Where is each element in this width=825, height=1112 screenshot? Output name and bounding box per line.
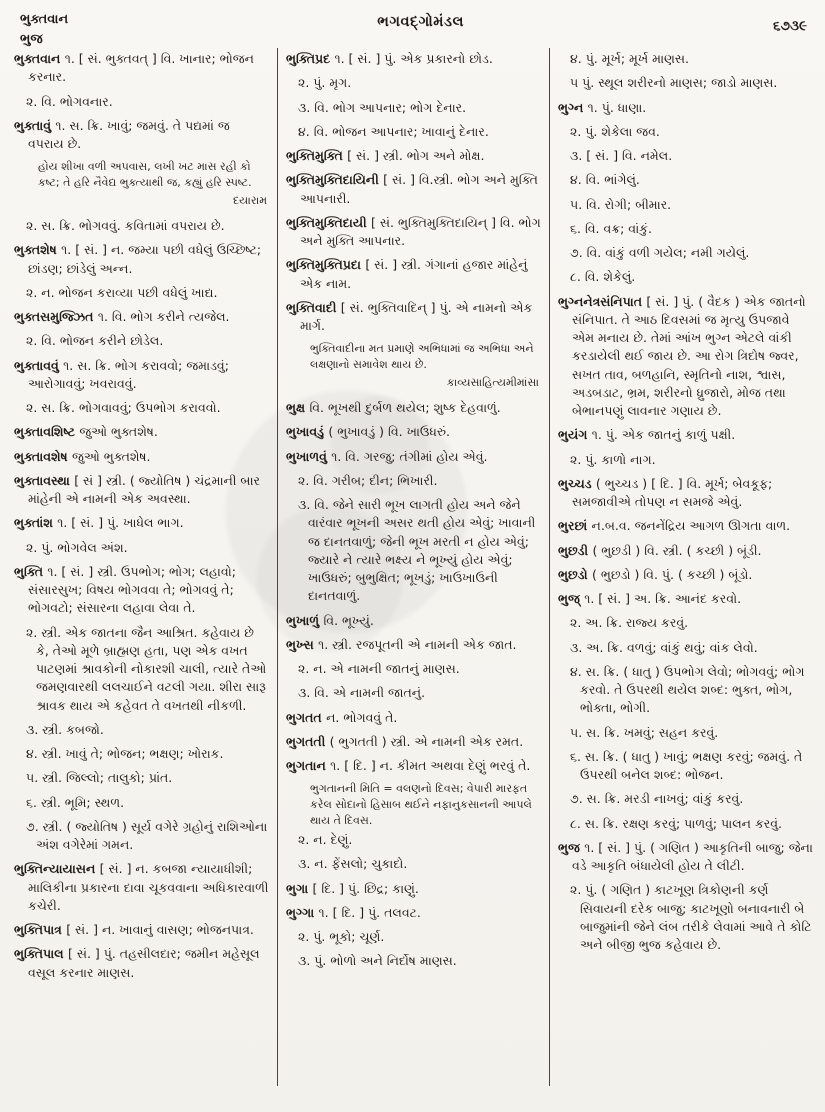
- entry-sense: ૬. સ્ત્રી. ભૂમિ; સ્થળ.: [26, 794, 125, 810]
- headword: ભુચ્ચડ: [558, 475, 596, 491]
- dictionary-entry: ભુખાવડું ( ભુખાવડું ) વિ. ખાઉધરું.: [286, 424, 450, 440]
- entry-attribution: કાવ્યસાહિત્યમીમાંસા: [446, 376, 539, 390]
- entry-sense: ૨. સ. ક્રિ. ભોગવવું. કવિતામાં વપરાય છે.: [26, 218, 225, 234]
- dictionary-entry: ભુરછાં ન.બ.વ. જનનેંદ્રિય આગળ ઊગતા વાળ.: [558, 518, 791, 534]
- dictionary-entry: ભુક્તિ ૧. [ સં. ] સ્ત્રી. ઉપભોગ; ભોગ; લહાવો; સંસારસુખ; વિષય ભોગવવા તે; ભોગવવું તે; ભોગવટો; સંસારના લહાવા લેવા તે.: [14, 563, 236, 616]
- dictionary-entry: ભુગ્ન ૧. પું. ધાણા.: [558, 99, 647, 115]
- headword: ભુક્તિપાત્ર: [14, 922, 67, 938]
- dictionary-entry: ભુક્તસમુજ્ઝિત ૧. વિ. ભોગ કરીને ત્યજેલ.: [14, 309, 230, 325]
- headword: ભુગ્ન: [558, 99, 588, 115]
- dictionary-entry: ભુક્તાવશેષ જુઓ ભુક્તશેષ.: [14, 448, 151, 464]
- headword: ભુક્તિમુક્તિ: [286, 148, 348, 163]
- dictionary-entry: ભુક્તિપ્રદ ૧. [ સં. ] પું. એક પ્રકારનો છોડ.: [286, 51, 493, 66]
- dictionary-entry: ભુખાળવું ૧. વિ. ગરજુ; તંગીમાં હોય એવું.: [286, 448, 488, 464]
- dictionary-entry: ભુક્તાવું ૧. સ. ક્રિ. ખાવું; જમવું. તે પદ્યમાં જ વપરાય છે.: [14, 117, 230, 151]
- headword: ભુગતાન: [286, 758, 331, 774]
- headword: ભુક્તસમુજ્ઝિત: [14, 309, 98, 325]
- headword: ભુક્તિમુક્તિદાયી: [286, 214, 372, 230]
- headword: ભુગ્નનેત્રસંનિપાત: [558, 293, 647, 309]
- entry-sense: ૬. સ. ક્રિ. ( ધાતુ ) ખાવું; ભક્ષણ કરવું; જમવું. તે ઉપરથી બનેલ શબ્દ: ભોજન.: [570, 748, 803, 782]
- entry-sense: ૩. સ્ત્રી. કબજો.: [26, 721, 104, 737]
- entry-attribution: દયારામ: [232, 194, 267, 208]
- dictionary-entry: ભુજ્ ૧. [ સં. ] અ. ક્રિ. આનંદ કરવો.: [558, 591, 742, 606]
- headword: ભુક્તિવાદી: [286, 299, 341, 315]
- dictionary-entry: ભુક્તશેષ ૧. [ સં. ] ન. જમ્યા પછી વધેલું ઉચ્છિષ્ટ; છાંડણ; છાંડેલું અન્ન.: [14, 242, 262, 276]
- entry-sense: ૮. સ. ક્રિ. રક્ષણ કરવું; પાળવું; પાલન કરવું.: [570, 815, 783, 831]
- headword: ભુક્તાવવું: [14, 357, 64, 373]
- headword: ભુજ: [558, 839, 585, 855]
- dictionary-entry: ભુક્તિમુક્તિ [ સં. ] સ્ત્રી. ભોગ અને મોક્ષ.: [286, 148, 485, 163]
- entry-sense: ૩. વિ. જેને સારી ભૂખ લાગતી હોય અને જેને વારંવાર ભૂખની અસર થતી હોય એવું; ખાવાની જ દાનતવાળું; જેની ભૂખ મરતી ન હોય એવું; જ્યારે ને ત્યારે ભક્ષ્ય ને ભૂખ્યું હોય એવું; ખાઉધરું; બુભુક્ષિત; ભૂખડું; ખાઉખાઉની દાનતવાળું.: [298, 497, 536, 604]
- dictionary-entry: ભુક્તિમુક્તિદાયિની [ સં. ] વિ.સ્ત્રી. ભોગ અને મુક્તિ આપનારી.: [286, 172, 538, 206]
- dictionary-entry: ભુક્તિન્યાયાસન [ સં. ] ન. કબજા ન્યાયાધીશી; માલિકીના પ્રકારના દાવા ચૂકવવાના અધિકારવાળી કચેરી.: [14, 861, 269, 913]
- entry-sense: ૨. સ્ત્રી. એક જાતના જૈન આશ્રિત. કહેવાય છે કે, તેઓ મૂળે બ્રાહ્મણ હતા, પણ એક વખત પાટણમાં શ્રાવકોની નોકારશી ચાલી, ત્યારે તેઓ જમણવારથી લલચાઈને વટલી ગયા. શીરા સારૂ શ્રાવક થાય એ કહેવત તે વખતથી નીકળી.: [26, 624, 267, 713]
- dictionary-entry: ભુક્તવાન ૧. [ સં. ભુક્તવત્ ] વિ. ખાનાર; ભોજન કરનાર.: [14, 51, 254, 85]
- dictionary-entry: ભુક્ષ વિ. ભૂખથી દુર્બળ થયેલ; શુષ્ક દેહવાળું.: [286, 400, 501, 416]
- dictionary-entry: ભુખાળું વિ. ભૂખ્યું.: [286, 612, 374, 628]
- entry-quote: ભુક્તિવાદીના મત પ્રમાણે અભિધામાં જ અભિધા અને લક્ષણાનો સમાવેશ થાય છે.: [310, 342, 534, 372]
- entry-sense: ૨. ન. ભોજન કરાવ્યા પછી વધેલું ખાદ્ય.: [26, 284, 218, 300]
- entry-quote: હોય શીખા વળી અપવાસ, લખી ખટ માસ રહી કો કષ્ટ; તે હરિ નૈવેદ્ય ભુક્ત્યાથી જ, કહ્યું હરિ સ્પષ્ટ.: [38, 160, 252, 190]
- entry-sense: ૫. સ. ક્રિ. ખમવું; સહન કરવું.: [570, 724, 719, 740]
- entry-sense: ૩. વિ. એ નામની જાતનું.: [298, 685, 426, 701]
- dictionary-entry: ભુગતાન ૧. [ દિ. ] ન. કીમત અથવા દેણું ભરવું તે.: [286, 758, 531, 774]
- page-header: [0, 0, 825, 47]
- entry-sense: ૩. અ. ક્રિ. વળવું; વાંકું થવું; વાંક લેવો.: [570, 639, 758, 655]
- dictionary-entry: ભુગ્ગા ૧. [ દિ. ] પું. તલવટ.: [286, 904, 421, 920]
- headword: ભુક્તવાન: [14, 51, 65, 66]
- dictionary-entry: ભુક્તાવશિષ્ટ જુઓ ભુક્તશેષ.: [14, 424, 158, 440]
- entry-sense: ૨. વિ. ભોજન કરીને છોડેલ.: [26, 333, 164, 349]
- entry-sense: ૫. વિ. રોગી; બીમાર.: [570, 196, 672, 212]
- dictionary-entry: ભુછડી ( ભુછડી ) વિ. સ્ત્રી. ( કચ્છી ) બૂંડી.: [558, 542, 762, 558]
- entry-sense: ૭. સ. ક્રિ. મરડી નાખવું; વાંકું કરવું.: [570, 791, 744, 807]
- headword: ભુક્તિન્યાયાસન: [14, 861, 100, 877]
- headword: ભુખાળું: [286, 612, 324, 628]
- dictionary-entry: ભુક્તાવવું ૧. સ. ક્રિ. ભોગ કરાવવો; જમાડવું; આરોગાવવું; ખવરાવવું.: [14, 357, 229, 391]
- headword: ભુગા: [286, 880, 313, 896]
- dictionary-entry: ભુક્તિપાત્ર [ સં. ] ન. ખાવાનું વાસણ; ભોજનપાત્ર.: [14, 922, 254, 938]
- entry-sense: ૫ પું. સ્થૂલ શરીરનો માણસ; જાડો માણસ.: [570, 75, 778, 91]
- entry-sense: ૫. સ્ત્રી. જિલ્લો; તાલુકો; પ્રાંત.: [26, 770, 173, 786]
- book-title: ભગવદ્ગોમંડલ: [377, 14, 464, 30]
- column-left: [6, 48, 277, 1086]
- entry-sense: ૨. પું. કાળો નાગ.: [570, 451, 656, 467]
- catchword-top: ભુક્તવાન: [20, 12, 69, 27]
- entry-sense: ૨. પું. ભોગવેલ અંશ.: [26, 539, 128, 555]
- headword: ભુક્તાંશ: [14, 515, 58, 531]
- headword: ભુખાવડું: [286, 424, 329, 440]
- entry-sense: ૨. ન. દેણું.: [298, 832, 353, 848]
- headword: ભુરછાં: [558, 518, 592, 534]
- headword: ભુક્તિ: [14, 563, 48, 579]
- entry-sense: ૪. સ્ત્રી. ખાવું તે; ભોજન; ભક્ષણ; ખોરાક.: [26, 746, 224, 762]
- column-middle: [277, 48, 549, 1086]
- entry-sense: ૨. પું. શેકેલા જવ.: [570, 123, 660, 139]
- headword: ભુક્તાવશેષ: [14, 448, 72, 464]
- entry-sense: ૨. પું. મૃગ.: [298, 75, 352, 91]
- headword: ભુજ્: [558, 591, 585, 606]
- dictionary-entry: ભુગતતી ( ભુગતતી ) સ્ત્રી. એ નામની એક રમત.: [286, 733, 524, 749]
- entry-sense: ૩. [ સં. ] વિ. નમેલ.: [570, 148, 673, 163]
- entry-sense: ૪. વિ. ભોજન આપનાર; ખાવાનું દેનાર.: [298, 123, 489, 139]
- text-columns: [0, 44, 825, 1096]
- dictionary-entry: ભુક્તિમુક્તિદાયી [ સં. ભુક્તિમુક્તિદાયિન્ ] વિ. ભોગ અને મુક્તિ આપનાર.: [286, 214, 541, 248]
- dictionary-entry: ભુગ્નનેત્રસંનિપાત [ સં. ] પું. ( વૈદક ) એક જાતનો સંનિપાત. તે આઠ દિવસમાં જ મૃત્યુ ઉપજાવે એમ મનાય છે. તેમાં આંખ ભુગ્ન એટલે વાંકી કરડાયેલી થઈ જાય છે. આ રોગ ત્રિદોષ જ્વર, સખત તાવ, બળહાનિ, સ્મૃતિનો નાશ, શ્વાસ, અડબડાટ, ભ્રમ, શરીરનો ધ્રુજારો, મોજ તથા બેભાનપણું લાવનાર ગણાય છે.: [558, 293, 806, 418]
- headword: ભુક્તાવું: [14, 117, 56, 133]
- column-right: [549, 48, 821, 1086]
- dictionary-entry: ભુચ્ચડ ( ભુચ્ચડ ) [ દિ. ] વિ. મૂર્ખ; બેવકૂફ; સમજાવીએ તોપણ ન સમજે એવું.: [558, 475, 773, 509]
- entry-sense: ૨. પું. ભૂકો; ચૂર્ણ.: [298, 929, 385, 945]
- entry-sense: ૮. વિ. શેકેલું.: [570, 269, 636, 285]
- entry-sense: ૩. ન. ફેંસલો; ચુકાદો.: [298, 856, 408, 872]
- dictionary-entry: ભુયંગ ૧. પું. એક જાતનું કાળું પક્ષી.: [558, 427, 736, 443]
- dictionary-entry: ભુક્તિમુક્તિપ્રદા [ સં. ] સ્ત્રી. ગંગાનાં હજાર માંહેનું એક નામ.: [286, 257, 528, 291]
- entry-quote: ભુગતાનની મિતિ = વલણનો દિવસ; વેપારી મારફત કરેલ સોદાનો હિસાબ થઈને નફાનુકસાનની આપલે થાય તે દિવસ.: [310, 782, 532, 828]
- entry-sense: ૨. ન. એ નામની જાતનું માણસ.: [298, 661, 460, 677]
- entry-sense: ૩. પું. ભોળો અને નિર્દોષ માણસ.: [298, 953, 457, 969]
- headword: ભુક્તાવશિષ્ટ: [14, 424, 80, 440]
- entry-sense: ૭. વિ. વાંકું વળી ગયેલ; નમી ગયેલું.: [570, 245, 750, 260]
- headword: ભુખ્સ: [286, 636, 319, 652]
- entry-sense: ૪. સ. ક્રિ. ( ધાતુ ) ઉપભોગ લેવો; ભોગવવું; ભોગ કરવો. તે ઉપરથી થયેલ શબ્દ: ભુક્ત, ભોગ, ભોક્તા, ભોગી.: [570, 663, 805, 716]
- entry-sense: ૩. વિ. ભોગ આપનાર; ભોગ દેનાર.: [298, 99, 467, 115]
- dictionary-entry: ભુક્તિપાલ [ સં. ] પું. તહસીલદાર; જમીન મહેસૂલ વસૂલ કરનાર માણસ.: [14, 946, 260, 980]
- entry-sense: ૬. વિ. વક્ર; વાંકું.: [570, 220, 652, 236]
- headword: ભુગતતી: [286, 733, 330, 749]
- headword: ભુખાળવું: [286, 448, 332, 464]
- entry-sense: ૨. વિ. ભોગવનાર.: [26, 93, 113, 109]
- dictionary-entry: ભુક્તાંશ ૧. [ સં. ] પું. ખાધેલ ભાગ.: [14, 515, 184, 531]
- entry-sense: ૨. અ. ક્રિ. રાજ્ય કરવું.: [570, 615, 689, 631]
- headword: ભુછડી: [558, 542, 593, 558]
- dictionary-entry: ભુછડો ( ભુછડો ) વિ. પું. ( કચ્છી ) બૂંડો.: [558, 566, 753, 582]
- entry-sense: ૨. સ. ક્રિ. ભોગવાવવું; ઉપભોગ કરાવવો.: [26, 400, 221, 416]
- dictionary-entry: ભુક્તિવાદી [ સં. ભુક્તિવાદિન્ ] પું. એ નામનો એક માર્ગ.: [286, 299, 533, 333]
- headword: ભુક્તિપ્રદ: [286, 51, 335, 66]
- headword: ભુક્તિમુક્તિપ્રદા: [286, 257, 366, 273]
- dictionary-entry: ભુગતત ન. ભોગવવું તે.: [286, 709, 398, 725]
- headword: ભુક્ષ: [286, 400, 310, 416]
- headword: ભુક્તશેષ: [14, 242, 62, 258]
- headword: ભુગ્ગા: [286, 904, 319, 920]
- entry-sense: ૭. સ્ત્રી. ( જ્યોતિષ ) સૂર્ય વગેરે ગ્રહોનું રાશિઓના અંશ વગેરેમાં ગમન.: [26, 818, 268, 853]
- headword: ભુક્તિમુક્તિદાયિની: [286, 172, 384, 188]
- page-number: ૬૭૩૯: [773, 18, 807, 34]
- dictionary-entry: ભુગા [ દિ. ] પું. છિદ્ર; કાણું.: [286, 880, 419, 896]
- headword: ભુયંગ: [558, 427, 592, 443]
- headword: ભુગતત: [286, 709, 327, 725]
- headword: ભુક્તાવસ્થા: [14, 472, 75, 488]
- headword: ભુછડો: [558, 566, 593, 582]
- entry-sense: ૪. વિ. ભાંગેલું.: [570, 172, 640, 188]
- catchword: [20, 10, 68, 49]
- entry-sense: ૪. પું. મૂર્ખ; મૂર્ખ માણસ.: [570, 51, 690, 66]
- entry-sense: ૨. વિ. ગરીબ; દીન; ભિખારી.: [298, 472, 438, 488]
- dictionary-entry: ભુક્તાવસ્થા [ સં ] સ્ત્રી. ( જ્યોતિષ ) ચંદ્રમાની બાર માંહેની એ નામની એક અવસ્થા.: [14, 472, 260, 507]
- dictionary-entry: ભુખ્સ ૧. સ્ત્રી. રજપૂતની એ નામની એક જાત.: [286, 636, 517, 652]
- dictionary-entry: ભુજ ૧. [ સં. ] પું. ( ગણિત ) આકૃતિની બાજુ; જેના વડે આકૃતિ બંધાયેલી હોય તે લીટી.: [558, 839, 813, 873]
- headword: ભુક્તિપાલ: [14, 946, 68, 962]
- catchword-bottom: ભુજ: [20, 31, 43, 47]
- entry-sense: ૨. પું. ( ગણિત ) કાટખૂણ ત્રિકોણની કર્ણ સિવાયની દરેક બાજુ; કાટખૂણો બનાવનારી બે બાજુમાંની જેને લંબ તરીકે લેવામાં આવે તે કોટિ અને બીજી ભુજ કહેવાય છે.: [570, 882, 812, 952]
